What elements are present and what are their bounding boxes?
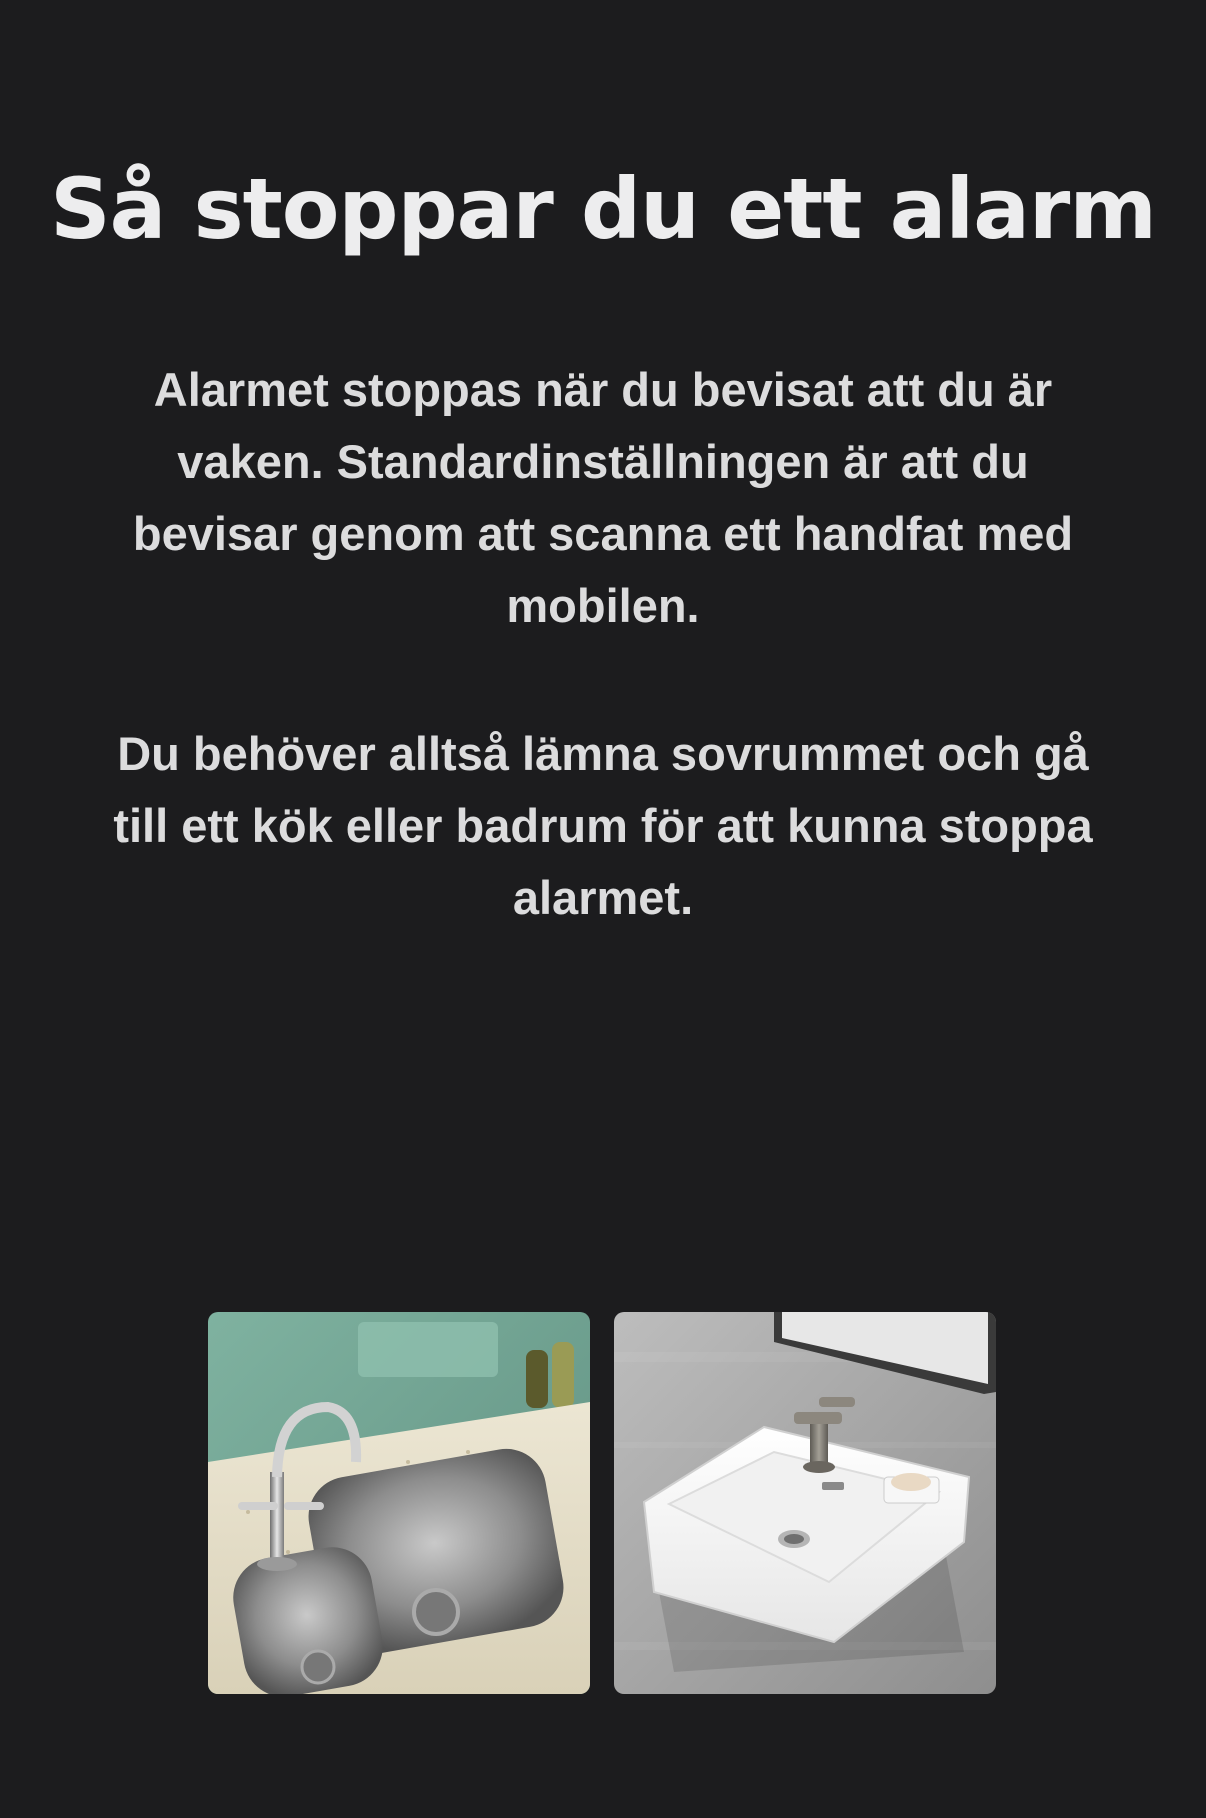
instruction-paragraph-1: Alarmet stoppas när du bevisat att du är vaken. Standardinställningen är att du bevisar genom att scanna ett handfat med mobilen. (132, 363, 1074, 632)
page-title: Så stoppar du ett alarm (50, 160, 1156, 258)
bathroom-sink-image (614, 1312, 996, 1694)
instruction-paragraph-2: Du behöver alltså lämna sovrummet och gå till ett kök eller badrum för att kunna stoppa alarmet. (113, 727, 1093, 924)
kitchen-sink-image (208, 1312, 590, 1694)
example-images (208, 1312, 996, 1694)
